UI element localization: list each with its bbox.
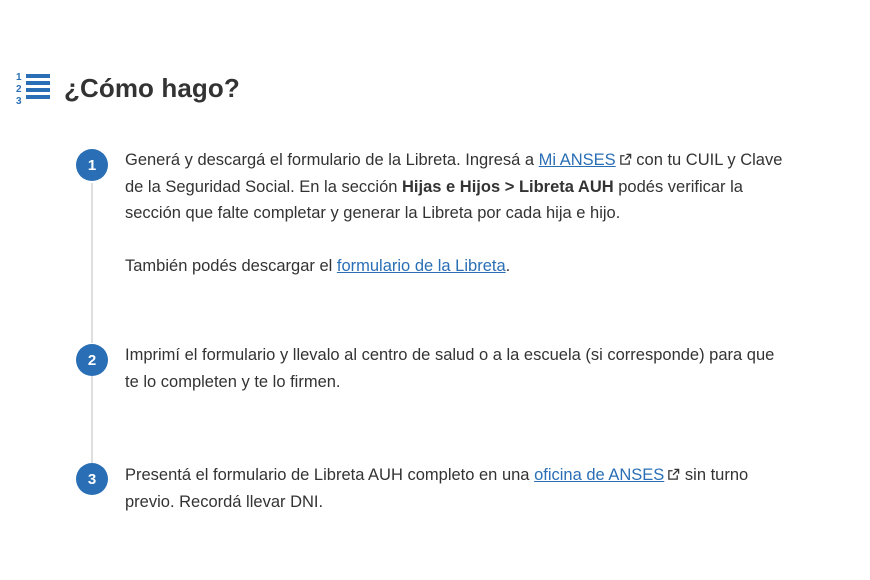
step-3-paragraph xyxy=(125,462,785,515)
step-3-text: sin turno previo. Recordá llevar DNI. xyxy=(125,466,749,511)
step-1-paragraph xyxy=(125,147,785,227)
step-1-text: podés verificar la sección que falte completar y generar la Libreta por cada hija e hijo. xyxy=(125,177,743,222)
external-link-icon xyxy=(619,153,632,166)
oficina-anses-link[interactable]: oficina de ANSES xyxy=(534,466,665,484)
step-2-content xyxy=(125,342,785,395)
step-1-content xyxy=(125,147,785,279)
step-number-badge: 3 xyxy=(76,463,108,495)
step-1-section-name: Hijas e Hijos > Libreta AUH xyxy=(402,177,614,196)
page-title: ¿Cómo hago? xyxy=(64,72,240,103)
step-1-download-text: También podés descargar el xyxy=(125,256,337,275)
timeline-connector xyxy=(91,376,93,468)
list-number-1: 1 xyxy=(16,72,22,83)
external-link-icon xyxy=(667,468,680,481)
step-1-download-text-end: . xyxy=(505,256,511,275)
timeline-connector xyxy=(91,183,93,343)
mi-anses-link[interactable]: Mi ANSES xyxy=(538,151,616,169)
step-1-text: Generá y descargá el formulario de la Libreta. Ingresá a xyxy=(125,151,539,169)
step-2-text: Imprimí el formulario y llevalo al centro de salud o a la escuela (si corresponde) para que te lo completen y te lo firmen. xyxy=(125,346,775,391)
step-3-text: Presentá el formulario de Libreta AUH completo en una xyxy=(125,466,535,484)
formulario-libreta-link[interactable]: formulario de la Libreta xyxy=(336,256,506,275)
step-number-badge: 1 xyxy=(76,149,108,181)
step-1-text: con tu CUIL y Clave de la Seguridad Social. En la sección xyxy=(125,151,783,196)
list-number-3: 3 xyxy=(16,96,22,106)
step-number-badge: 2 xyxy=(76,344,108,376)
step-3-content xyxy=(125,462,785,515)
list-number-2: 2 xyxy=(16,84,22,95)
step-1-download-paragraph xyxy=(125,253,785,280)
